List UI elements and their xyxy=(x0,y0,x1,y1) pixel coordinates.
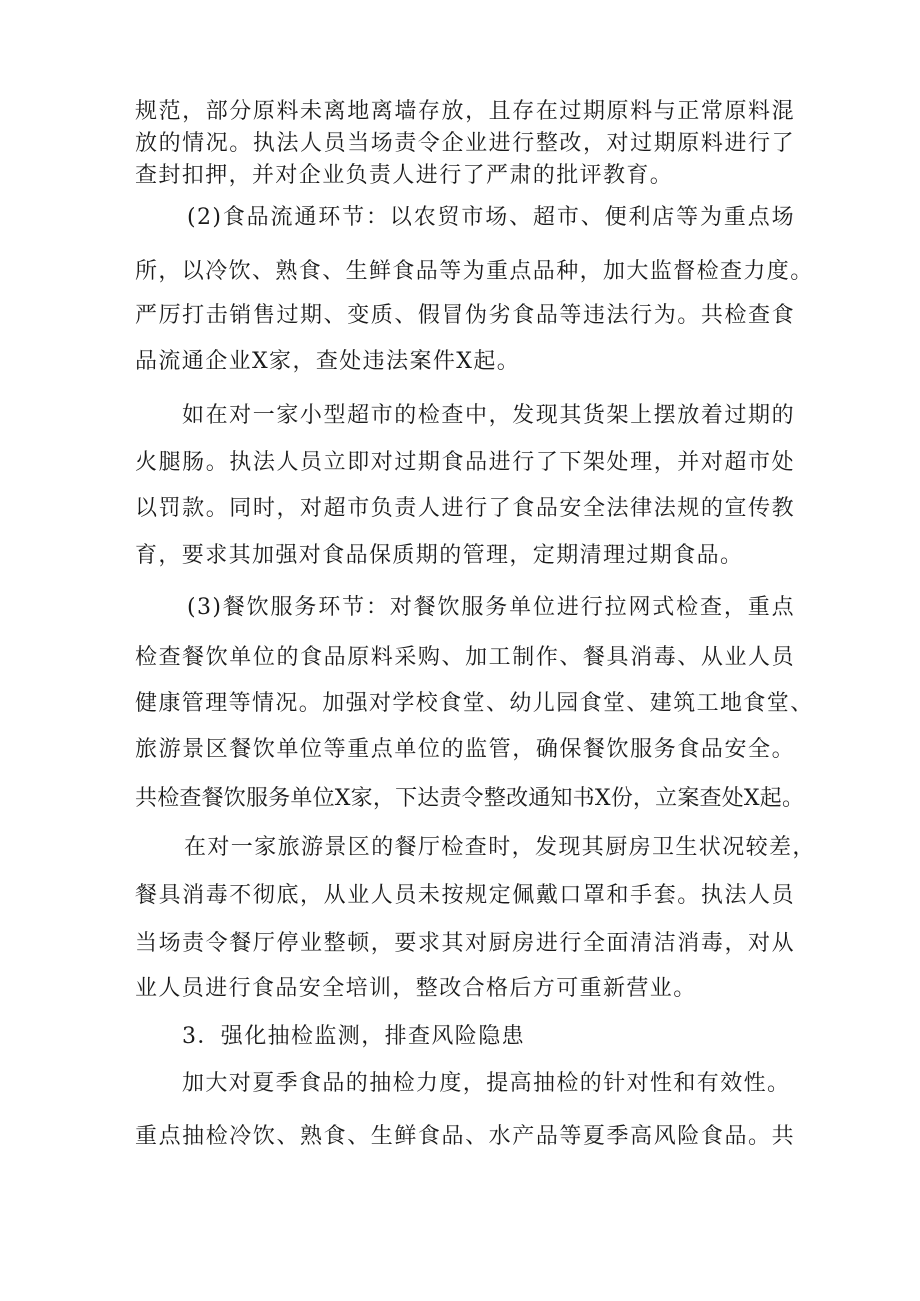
text-line: 业人员进行食品安全培训，整改合格后方可重新营业。 xyxy=(135,976,697,1001)
text-line: 检查餐饮单位的食品原料采购、加工制作、餐具消毒、从业人员 xyxy=(135,645,795,670)
text-line: (3)餐饮服务环节：对餐饮服务单位进行拉网式检查，重点 xyxy=(187,595,795,620)
text-line: 火腿肠。执法人员立即对过期食品进行了下架处理，并对超市处 xyxy=(135,450,795,475)
text-line: 育，要求其加强对食品保质期的管理，定期清理过期食品。 xyxy=(135,543,744,568)
text-line: 放的情况。执法人员当场责令企业进行整改，对过期原料进行了 xyxy=(135,131,795,156)
text-line: 重点抽检冷饮、熟食、生鲜食品、水产品等夏季高风险食品。共 xyxy=(135,1124,795,1149)
text-line: 严厉打击销售过期、变质、假冒伪劣食品等违法行为。共检查食 xyxy=(135,303,795,328)
text-line: 品流通企业X家，查处违法案件X起。 xyxy=(135,349,521,374)
section-heading: 3．强化抽检监测，排查风险隐患 xyxy=(182,1024,525,1049)
text-line: 以罚款。同时，对超市负责人进行了食品安全法律法规的宣传教 xyxy=(135,496,795,521)
text-line: (2)食品流通环节：以农贸市场、超市、便利店等为重点场 xyxy=(187,205,795,230)
text-line: 旅游景区餐饮单位等重点单位的监管，确保餐饮服务食品安全。 xyxy=(135,737,795,762)
text-line: 规范，部分原料未离地离墙存放，且存在过期原料与正常原料混 xyxy=(135,99,795,124)
text-line: 餐具消毒不彻底，从业人员未按规定佩戴口罩和手套。执法人员 xyxy=(135,883,795,908)
text-line: 所，以冷饮、熟食、生鲜食品等为重点品种，加大监督检查力度。 xyxy=(135,259,814,284)
text-line: 查封扣押，并对企业负责人进行了严肃的批评教育。 xyxy=(135,163,674,188)
text-line: 如在对一家小型超市的检查中，发现其货架上摆放着过期的 xyxy=(182,403,795,428)
text-line: 加大对夏季食品的抽检力度，提高抽检的针对性和有效性。 xyxy=(182,1071,791,1096)
text-line: 共检查餐饮服务单位X家，下达责令整改通知书X份，立案查处X起。 xyxy=(135,786,805,811)
text-line: 当场责令餐厅停业整顿，要求其对厨房进行全面清洁消毒，对从 xyxy=(135,931,795,956)
text-line: 在对一家旅游景区的餐厅检查时，发现其厨房卫生状况较差， xyxy=(184,835,816,860)
text-line: 健康管理等情况。加强对学校食堂、幼儿园食堂、建筑工地食堂、 xyxy=(135,691,814,716)
